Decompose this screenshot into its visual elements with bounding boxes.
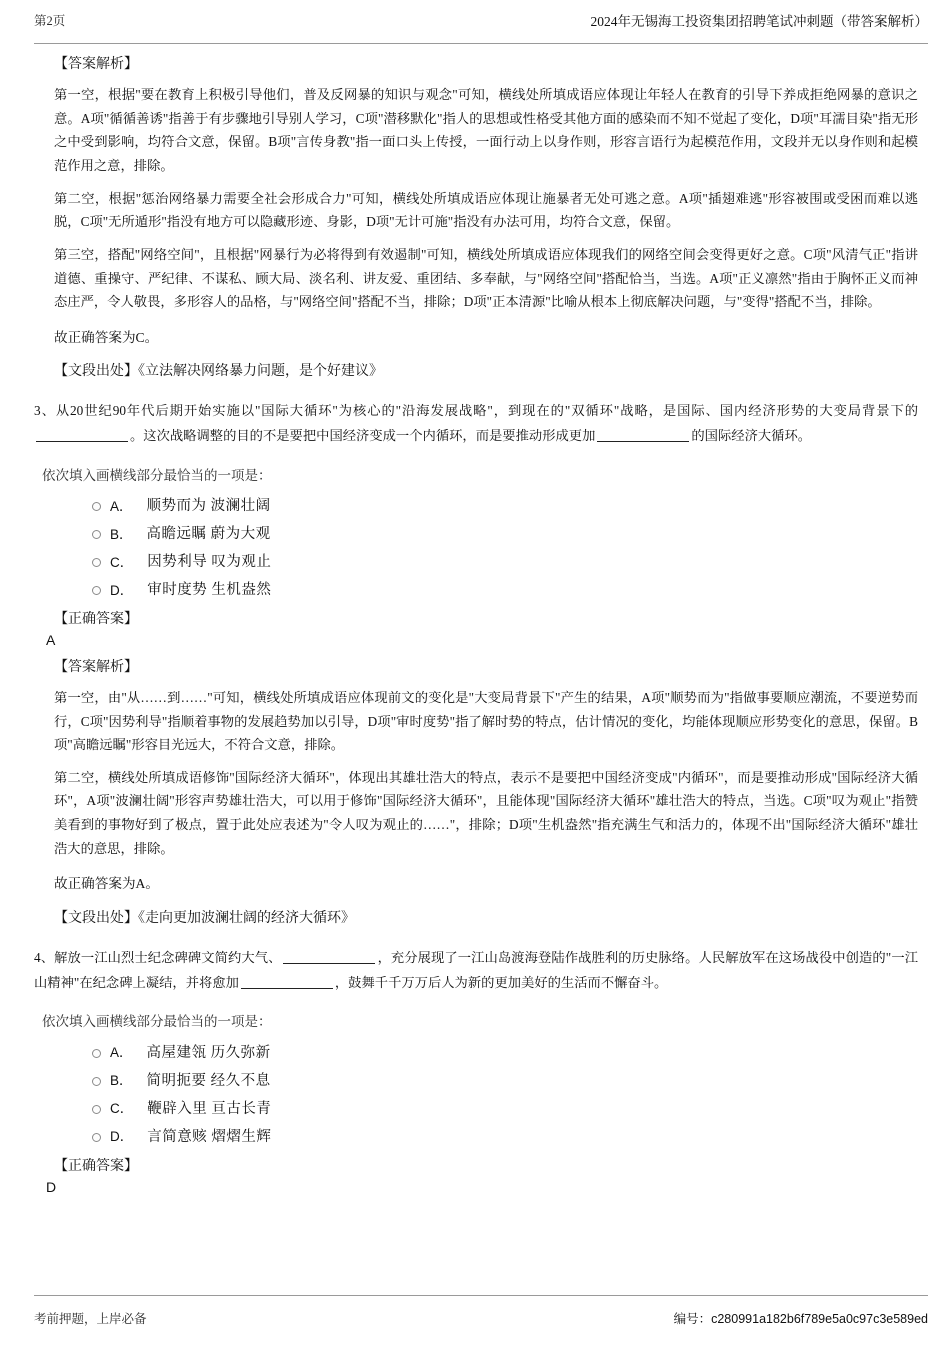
correct-answer-value: D xyxy=(46,1178,57,1195)
option-item[interactable] xyxy=(92,1099,918,1120)
document-content xyxy=(34,48,918,1203)
question-3-stem-part1: 从20世纪90年代后期开始实施以"国际大循环"为核心的"沿海发展战略"，到现在的"双循环"战略，是国际、国内经济形势的大变局背景下的 xyxy=(55,403,918,419)
analysis-paragraph-1: 第一空，根据"要在教育上积极引导他们，普及反网暴的知识与观念"可知，横线处所填成语应体现让年轻人在教育的引导下养成拒绝网暴的意识之意。A项"循循善诱"指善于有步骤地引导别人学习，C项"潜移默化"指人的思想或性格受其他方面的感染而不知不觉起了变化，D项"耳濡目染"指无形之中受到影响，均符合文意，保留。B项"言传身教"指一面口头上传授，一面行动上以身作则，形容言语行为起模范作用，文段并无以身作则和起模范作用之意，排除。 xyxy=(54,87,918,173)
option-item[interactable] xyxy=(92,1043,918,1064)
radio-button-icon[interactable] xyxy=(92,1077,101,1086)
option-letter: C． xyxy=(110,554,134,570)
correct-answer-label: 【正确答案】 xyxy=(54,1158,138,1174)
question-4-options xyxy=(34,1043,918,1148)
radio-button-icon[interactable] xyxy=(92,1049,101,1058)
option-text: 简明扼要 经久不息 xyxy=(146,1072,271,1089)
analysis-label: 【答案解析】 xyxy=(54,659,138,675)
document-title: 2024年无锡海工投资集团招聘笔试冲刺题（带答案解析） xyxy=(590,14,928,29)
option-letter: B． xyxy=(110,1073,133,1089)
question-4-number: 4、 xyxy=(34,949,55,965)
page-header xyxy=(34,14,928,44)
analysis-paragraph-1: 第一空，由"从……到……"可知，横线处所填成语应体现前文的变化是"大变局背景下"产生的结果，A项"顺势而为"指做事要顺应潮流，不要逆势而行，C项"因势利导"指顺着事物的发展趋势加以引导，D项"审时度势"指了解时势的特点，估计情况的变化，均能体现顺应形势变化的意思，保留。B项"高瞻远瞩"形容目光远大，不符合文意，排除。 xyxy=(54,689,918,753)
option-text: 高屋建瓴 历久弥新 xyxy=(146,1044,271,1061)
radio-button-icon[interactable] xyxy=(92,558,101,567)
option-text: 顺势而为 波澜壮阔 xyxy=(146,498,271,515)
question-3-options xyxy=(34,496,918,601)
radio-button-icon[interactable] xyxy=(92,1133,101,1142)
option-text: 鞭辟入里 亘古长青 xyxy=(147,1100,272,1117)
option-item[interactable] xyxy=(92,552,918,573)
source-label: 【文段出处】 xyxy=(54,910,138,926)
option-item[interactable] xyxy=(92,524,918,545)
source-title: 《走向更加波澜壮阔的经济大循环》 xyxy=(138,910,355,926)
correct-answer-label: 【正确答案】 xyxy=(54,612,138,628)
analysis-label: 【答案解析】 xyxy=(54,57,138,72)
fill-blank-1 xyxy=(36,441,128,442)
radio-button-icon[interactable] xyxy=(92,1105,101,1114)
radio-button-icon[interactable] xyxy=(92,530,101,539)
option-letter: B． xyxy=(110,526,133,542)
option-letter: C． xyxy=(110,1101,134,1117)
question-3-number: 3、 xyxy=(34,403,56,419)
fill-blank-1 xyxy=(283,963,375,964)
analysis-conclusion: 故正确答案为A。 xyxy=(54,876,159,892)
analysis-paragraph-2: 第二空，根据"惩治网络暴力需要全社会形成合力"可知，横线处所填成语应体现让施暴者无处可逃之意。A项"插翅难逃"形容被围或受困而难以逃脱，C项"无所遁形"指没有地方可以隐藏形迹、身影，D项"无计可施"指没有办法可用，均符合文意，保留。 xyxy=(54,190,918,230)
option-text: 审时度势 生机盎然 xyxy=(147,582,272,599)
option-text: 高瞻远瞩 蔚为大观 xyxy=(146,526,271,543)
radio-button-icon[interactable] xyxy=(92,586,101,595)
footer-code-value: c280991a182b6f789e5a0c97c3e589ed xyxy=(711,1312,928,1326)
source-line xyxy=(54,361,918,383)
question-3-prompt: 依次填入画横线部分最恰当的一项是： xyxy=(42,467,272,483)
question-4-stem xyxy=(34,946,918,995)
fill-blank-2 xyxy=(241,988,333,989)
footer-slogan: 考前押题，上岸必备 xyxy=(34,1312,147,1326)
option-text: 言简意赅 熠熠生辉 xyxy=(147,1128,272,1145)
radio-button-icon[interactable] xyxy=(92,502,101,511)
option-item[interactable] xyxy=(92,1071,918,1092)
question-3-stem-part2: 。这次战略调整的目的不是要把中国经济变成一个内循环，而是要推动形成更加 xyxy=(130,428,596,443)
question-4-prompt: 依次填入画横线部分最恰当的一项是： xyxy=(42,1014,272,1030)
analysis-conclusion: 故正确答案为C。 xyxy=(54,329,159,345)
option-letter: A． xyxy=(110,498,133,514)
option-letter: D． xyxy=(110,1129,134,1145)
option-text: 因势利导 叹为观止 xyxy=(147,554,272,571)
footer-code-label: 编号： xyxy=(673,1312,712,1326)
answer-analysis-section-q2 xyxy=(34,54,918,383)
correct-answer-value: A xyxy=(46,632,56,649)
analysis-paragraph-2: 第二空，横线处所填成语修饰"国际经济大循环"，体现出其雄壮浩大的特点，表示不是要把中国经济变成"内循环"，而是要推动形成"国际经济大循环"，A项"波澜壮阔"形容声势雄壮浩大，可以用于修饰"国际经济大循环"，且能体现"国际经济大循环"雄壮浩大的特点，当选。C项"叹为观止"指赞美看到的事物好到了极点，置于此处应表述为"令人叹为观止的……"，排除；D项"生机盎然"指充满生气和活力的，体现不出"国际经济大循环"雄壮浩大的意思，排除。 xyxy=(54,769,918,856)
option-item[interactable] xyxy=(92,580,918,601)
question-4-stem-part3: ，鼓舞千千万万后人为新的更加美好的生活而不懈奋斗。 xyxy=(334,974,668,990)
analysis-paragraph-3: 第三空，搭配"网络空间"，且根据"网暴行为必将得到有效遏制"可知，横线处所填成语应体现我们的网络空间会变得更好之意。C项"风清气正"指讲道德、重操守、严纪律、不谋私、顾大局、淡名利、讲友爱、重团结、多奉献，与"网络空间"搭配恰当，当选。A项"正义凛然"指由于胸怀正义而神态庄严，令人敬畏，多形容人的品格，与"网络空间"搭配不当，排除；D项"正本清源"比喻从根本上彻底解决问题，与"变得"搭配不当，排除。 xyxy=(54,246,918,310)
question-3-stem xyxy=(34,399,918,448)
source-line xyxy=(54,908,918,930)
question-4-stem-part1: 解放一江山烈士纪念碑碑文简约大气、 xyxy=(54,949,282,965)
option-item[interactable] xyxy=(92,496,918,517)
question-4-stem-part2: ，充分展现了一江山岛渡海登陆作战胜利的历史脉络。人民解放军在这场战役中创造的"一江山精神"在纪念碑上凝结，并将愈加 xyxy=(34,949,918,990)
page-number: 第2页 xyxy=(34,14,66,28)
question-3-stem-part3: 的国际经济大循环。 xyxy=(691,428,812,443)
option-item[interactable] xyxy=(92,1127,918,1148)
option-letter: D． xyxy=(110,582,134,598)
source-title: 《立法解决网络暴力问题，是个好建议》 xyxy=(138,364,383,380)
footer-code xyxy=(674,1312,928,1327)
page-footer xyxy=(34,1295,928,1327)
question-4 xyxy=(34,946,918,1197)
fill-blank-2 xyxy=(597,441,689,442)
source-label: 【文段出处】 xyxy=(54,364,138,380)
option-letter: A． xyxy=(110,1045,133,1061)
question-3 xyxy=(34,399,918,930)
